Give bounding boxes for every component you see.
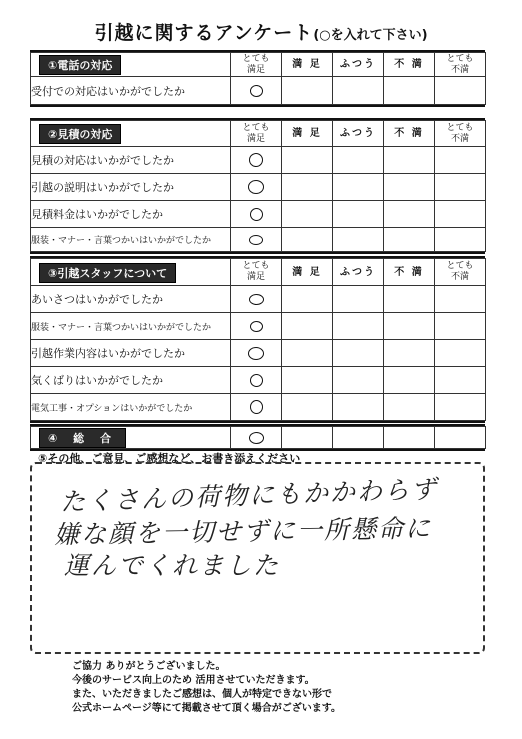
question-row (31, 174, 486, 201)
header-very-dissatisfied: とても 不満 (435, 259, 486, 286)
answer-cell[interactable] (435, 77, 486, 105)
answer-cell[interactable] (384, 286, 435, 313)
answer-cell[interactable] (333, 77, 384, 105)
header-very-dissatisfied: とても 不満 (435, 53, 486, 77)
question-text: あいさつはいかがでしたか (31, 286, 231, 313)
answer-cell[interactable] (435, 201, 486, 228)
answer-circle (250, 400, 263, 414)
answer-cell[interactable] (333, 367, 384, 394)
section-heading: ①電話の対応 (39, 55, 121, 75)
section-heading: ③引越スタッフについて (39, 263, 176, 283)
answer-circle (249, 235, 263, 245)
survey-title-sub: (○を入れて下さい) (313, 28, 428, 43)
section-heading: ④ 総 合 (39, 428, 126, 448)
section-overall (30, 424, 485, 451)
question-row (31, 286, 486, 313)
answer-cell[interactable] (282, 340, 333, 367)
answer-circle (250, 321, 263, 332)
comment-box[interactable] (30, 462, 485, 654)
answer-cell[interactable] (282, 228, 333, 252)
answer-cell[interactable] (333, 313, 384, 340)
answer-cell[interactable] (231, 427, 282, 449)
answer-circle (249, 294, 264, 305)
question-row (31, 77, 486, 105)
answer-cell[interactable] (333, 286, 384, 313)
question-text: 見積の対応はいかがでしたか (31, 147, 231, 174)
survey-title-main: 引越に関するアンケート (94, 22, 314, 44)
question-row (31, 313, 486, 340)
handwritten-line: 嫌な顔を一切せずに一所懸命に (53, 513, 433, 550)
question-text: 気くばりはいかがでしたか (31, 367, 231, 394)
answer-circle (250, 85, 263, 97)
question-text: 引越作業内容はいかがでしたか (31, 340, 231, 367)
answer-cell[interactable] (435, 394, 486, 421)
answer-cell[interactable] (384, 427, 435, 449)
handwritten-line: 運んでくれました (64, 551, 281, 580)
answer-cell[interactable] (333, 147, 384, 174)
answer-cell[interactable] (231, 313, 282, 340)
answer-cell[interactable] (231, 77, 282, 105)
answer-cell[interactable] (384, 201, 435, 228)
header-dissatisfied: 不 満 (384, 121, 435, 147)
header-satisfied: 満 足 (282, 53, 333, 77)
footer-line: 公式ホームページ等にて掲載させて頂く場合がございます。 (72, 703, 341, 714)
header-neutral: ふつう (333, 121, 384, 147)
answer-cell[interactable] (282, 394, 333, 421)
answer-circle (250, 208, 263, 221)
answer-circle (248, 180, 264, 194)
answer-cell[interactable] (333, 394, 384, 421)
survey-title (0, 18, 522, 45)
question-row (31, 394, 486, 421)
header-very-satisfied: とても 満足 (231, 259, 282, 286)
header-satisfied: 満 足 (282, 121, 333, 147)
answer-cell[interactable] (282, 201, 333, 228)
answer-cell[interactable] (231, 228, 282, 252)
answer-cell[interactable] (435, 313, 486, 340)
answer-cell[interactable] (231, 286, 282, 313)
question-row (31, 367, 486, 394)
section-heading-cell (31, 121, 231, 147)
answer-cell[interactable] (282, 367, 333, 394)
section-phone (30, 50, 485, 107)
comment-heading: ⑤その他、ご意見、ご感想など、お書き添えください (38, 452, 301, 465)
answer-cell[interactable] (384, 394, 435, 421)
answer-cell[interactable] (282, 313, 333, 340)
handwritten-line: たくさんの荷物にもかかわらず (59, 474, 439, 517)
header-very-satisfied: とても 満足 (231, 121, 282, 147)
answer-cell[interactable] (333, 174, 384, 201)
answer-cell[interactable] (384, 228, 435, 252)
section-heading-cell (31, 427, 231, 449)
answer-cell[interactable] (231, 201, 282, 228)
question-row (31, 427, 486, 449)
answer-cell[interactable] (231, 174, 282, 201)
answer-cell[interactable] (282, 147, 333, 174)
answer-circle (249, 153, 263, 167)
answer-circle (249, 432, 264, 444)
answer-cell[interactable] (435, 427, 486, 449)
answer-cell[interactable] (333, 340, 384, 367)
answer-cell[interactable] (435, 367, 486, 394)
answer-cell[interactable] (282, 174, 333, 201)
footer-line: 今後のサービス向上のため 活用させていただきます。 (72, 675, 315, 686)
header-very-dissatisfied: とても 不満 (435, 121, 486, 147)
answer-cell[interactable] (435, 340, 486, 367)
question-row (31, 147, 486, 174)
answer-cell[interactable] (333, 427, 384, 449)
answer-cell[interactable] (333, 228, 384, 252)
answer-cell[interactable] (384, 367, 435, 394)
section-heading-cell (31, 53, 231, 77)
answer-cell[interactable] (333, 201, 384, 228)
question-text: 受付での対応はいかがでしたか (31, 77, 231, 105)
footer-note (72, 660, 341, 716)
header-dissatisfied: 不 満 (384, 53, 435, 77)
question-text: 服装・マナー・言葉つかいはいかがでしたか (31, 228, 231, 252)
answer-cell[interactable] (384, 77, 435, 105)
answer-circle (250, 374, 263, 387)
answer-cell[interactable] (282, 286, 333, 313)
question-text: 引越の説明はいかがでしたか (31, 174, 231, 201)
answer-cell[interactable] (435, 286, 486, 313)
section-staff (30, 256, 485, 423)
question-row (31, 228, 486, 252)
answer-cell[interactable] (282, 427, 333, 449)
answer-cell[interactable] (231, 367, 282, 394)
section-heading: ②見積の対応 (39, 124, 121, 144)
answer-cell[interactable] (435, 174, 486, 201)
footer-line: ご協力 ありがとうございました。 (72, 661, 226, 672)
section-estimate (30, 118, 485, 254)
header-dissatisfied: 不 満 (384, 259, 435, 286)
section-heading-cell (31, 259, 231, 286)
footer-line: また、いただきましたご感想は、個人が特定できない形で (72, 689, 332, 700)
question-text: 電気工事・オプションはいかがでしたか (31, 394, 231, 421)
answer-cell[interactable] (231, 147, 282, 174)
answer-cell[interactable] (384, 340, 435, 367)
answer-cell[interactable] (282, 77, 333, 105)
question-text: 見積料金はいかがでしたか (31, 201, 231, 228)
answer-cell[interactable] (231, 394, 282, 421)
header-very-satisfied: とても 満足 (231, 53, 282, 77)
question-row (31, 201, 486, 228)
answer-cell[interactable] (384, 147, 435, 174)
answer-cell[interactable] (435, 147, 486, 174)
answer-cell[interactable] (435, 228, 486, 252)
header-neutral: ふつう (333, 53, 384, 77)
answer-cell[interactable] (384, 313, 435, 340)
answer-cell[interactable] (231, 340, 282, 367)
answer-circle (248, 347, 264, 360)
question-row (31, 340, 486, 367)
header-satisfied: 満 足 (282, 259, 333, 286)
header-neutral: ふつう (333, 259, 384, 286)
answer-cell[interactable] (384, 174, 435, 201)
question-text: 服装・マナー・言葉つかいはいかがでしたか (31, 313, 231, 340)
